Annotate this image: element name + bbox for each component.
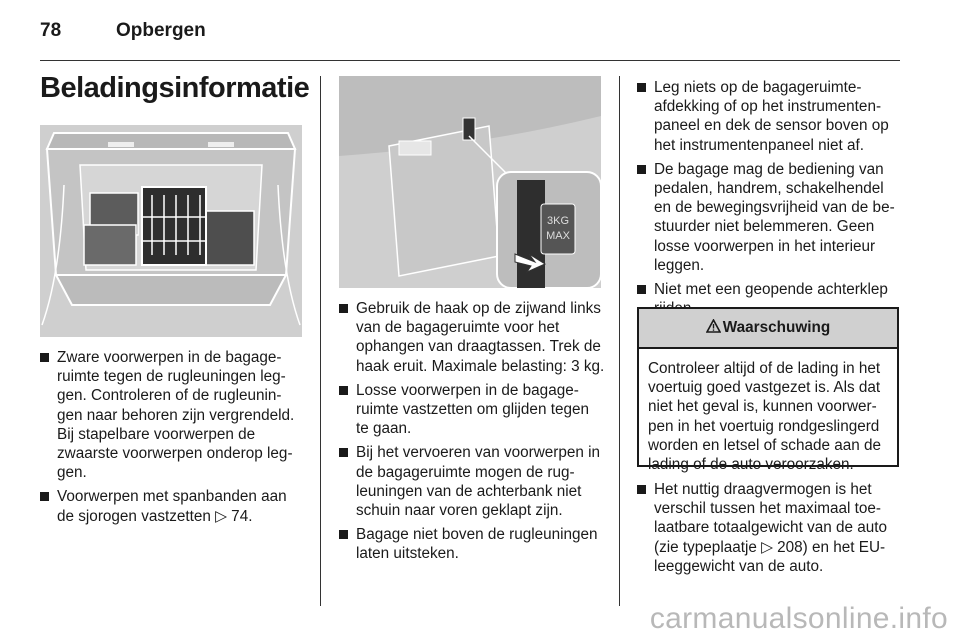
column1-list	[40, 348, 306, 531]
list-item: Voorwerpen met spanbanden aan de sjorogen vastzetten ▷ 74.	[40, 487, 306, 525]
column-divider-1	[320, 76, 321, 606]
warning-body: Controleer altijd of de lading in het voertuig goed vastgezet is. Als dat niet het geval is, kunnen voorwer-pen in het voertuig rondgeslingerd worden en letsel of schade aan de lading of de auto veroorzaken.	[648, 360, 882, 474]
warning-header	[639, 309, 897, 349]
page-number: 78	[40, 20, 62, 41]
list-item: Gebruik de haak op de zijwand links van de bagageruimte voor het ophangen van draagtassen. Trek de haak eruit. Maximale belasting: 3 kg.	[339, 299, 605, 376]
list-item: Zware voorwerpen in de bagage-ruimte tegen de rugleuningen leg-gen. Controleren of de rugleunin-gen naar behoren zijn vergrendeld. Bij stapelbare voorwerpen de zwaarste voorwerpen onderop leg-gen.	[40, 348, 306, 482]
luggage-compartment-illustration	[40, 125, 302, 337]
list-item: Het nuttig draagvermogen is het verschil tussen het maximaal toe-laatbare totaalgewicht van de auto (zie typeplaatje ▷ 208) en het EU-leeggewicht van de auto.	[637, 480, 903, 576]
list-item: Bij het vervoeren van voorwerpen in de bagageruimte mogen de rug-leuningen van de achterbank niet schuin naar voren geklapt zijn.	[339, 443, 605, 520]
hook-label-line1: 3KG	[546, 215, 570, 227]
list-item: De bagage mag de bediening van pedalen, handrem, schakelhendel en de bewegingsvrijheid van de be-stuurder niet belemmeren. Geen losse voorwerpen in het interieur leggen.	[637, 160, 903, 275]
chapter-title: Opbergen	[116, 20, 206, 41]
watermark: carmanualsonline.info	[649, 602, 948, 635]
column-divider-2	[619, 76, 620, 606]
column3-list-after	[637, 480, 903, 581]
warning-triangle-icon	[706, 319, 721, 338]
column3-list	[637, 78, 903, 323]
bag-hook-illustration	[339, 76, 601, 288]
warning-title: Waarschuwing	[722, 319, 831, 336]
warning-box	[637, 307, 899, 474]
list-item: Leg niets op de bagageruimte-afdekking of op het instrumenten-paneel en dek de sensor boven op het instrumentenpaneel niet af.	[637, 78, 903, 155]
column2-list	[339, 299, 605, 569]
list-item: Niet met een geopende achterklep	[637, 280, 903, 318]
list-item: Losse voorwerpen in de bagage-ruimte vastzetten om glijden tegen te gaan.	[339, 381, 605, 439]
list-item: Bagage niet boven de rugleuningen laten uitsteken.	[339, 525, 605, 563]
header-rule	[40, 60, 900, 61]
section-title: Beladingsinformatie	[40, 72, 310, 104]
hook-label-line2: MAX	[546, 230, 570, 242]
